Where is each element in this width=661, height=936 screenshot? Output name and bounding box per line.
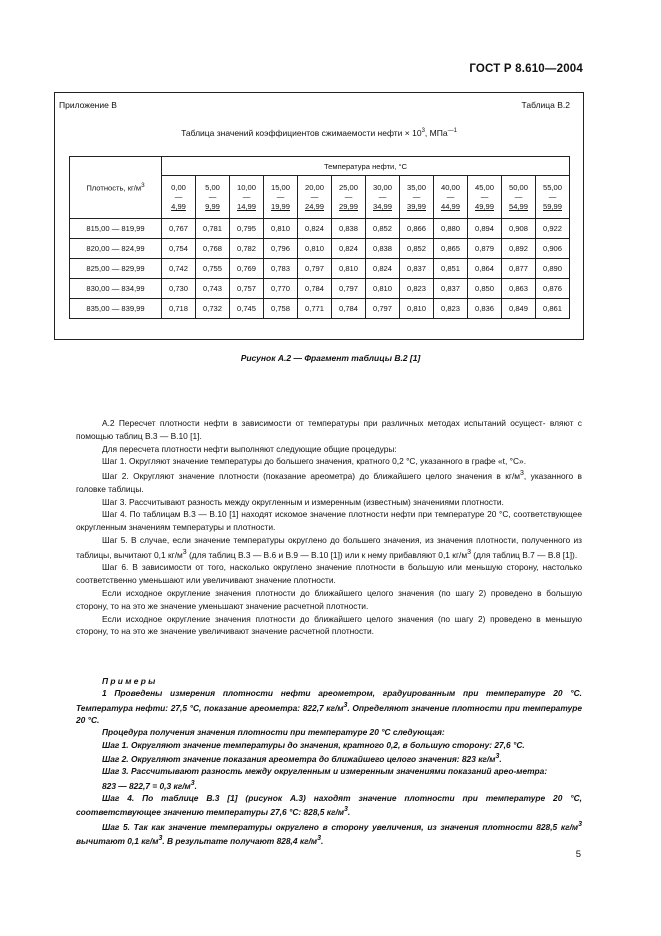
temperature-range-dash: — bbox=[480, 192, 489, 202]
temperature-range-cell bbox=[162, 176, 196, 219]
coefficient-cell: 0,771 bbox=[298, 299, 332, 319]
step-5-text-end: (для таблиц В.7 — В.8 [1]). bbox=[470, 549, 578, 560]
temperature-range-from: 20,00 bbox=[304, 182, 324, 192]
coefficient-cell: 0,797 bbox=[298, 259, 332, 279]
table-title-unit: , МПа bbox=[424, 128, 448, 138]
table-row bbox=[70, 239, 570, 259]
coefficient-cell: 0,877 bbox=[502, 259, 536, 279]
temperature-range-to: 29,99 bbox=[338, 201, 358, 211]
main-text bbox=[76, 417, 582, 638]
example-step-4-sup: 3 bbox=[344, 806, 348, 814]
temperature-range-to: 14,99 bbox=[236, 201, 256, 211]
temperature-range-dash: — bbox=[514, 192, 523, 202]
temperature-range-from: 10,00 bbox=[236, 182, 256, 192]
temperature-range-from: 40,00 bbox=[440, 182, 460, 192]
example-calc-end: . bbox=[194, 780, 197, 791]
coefficient-cell: 0,730 bbox=[162, 279, 196, 299]
coefficient-cell: 0,892 bbox=[502, 239, 536, 259]
step-2 bbox=[76, 468, 582, 495]
coefficient-cell: 0,906 bbox=[536, 239, 570, 259]
coefficient-cell: 0,879 bbox=[468, 239, 502, 259]
example-step-4-end: . bbox=[347, 807, 351, 818]
figure-frame bbox=[54, 92, 584, 340]
step-2-sup: 3 bbox=[520, 470, 524, 478]
temperature-range-cell bbox=[264, 176, 298, 219]
temperature-range-to: 44,99 bbox=[440, 201, 460, 211]
temperature-range-dash: — bbox=[276, 192, 285, 202]
coefficient-cell: 0,810 bbox=[264, 219, 298, 239]
step-3: Шаг 3. Рассчитывают разность между округленным и измеренным (известным) значениями плотности. bbox=[102, 496, 504, 507]
coefficient-cell: 0,784 bbox=[332, 299, 366, 319]
temperature-range-dash: — bbox=[412, 192, 421, 202]
temperature-range-dash: — bbox=[446, 192, 455, 202]
example-step-2-end: . bbox=[499, 754, 502, 765]
paragraph-a2-line2: вляют с помощью таблиц В.3 — В.10 [1]. bbox=[76, 418, 582, 441]
temperature-range-to: 4,99 bbox=[171, 201, 186, 211]
step-5-text-mid: (для таблиц В.3 — В.6 и В.9 — В.10 [1]) или к нему прибавляют 0,1 кг/м bbox=[186, 549, 468, 560]
example-1 bbox=[76, 687, 582, 726]
coefficient-cell: 0,742 bbox=[162, 259, 196, 279]
temperature-range-dash: — bbox=[174, 192, 183, 202]
coefficient-cell: 0,745 bbox=[230, 299, 264, 319]
example-step-4 bbox=[76, 792, 582, 819]
temperature-range-from: 5,00 bbox=[205, 182, 220, 192]
example-step-5-sup1: 3 bbox=[578, 820, 582, 828]
table-title-text: Таблица значений коэффициентов сжимаемости нефти × 10 bbox=[181, 128, 422, 138]
example-step-5-end: . bbox=[321, 835, 324, 846]
step-5-sup2: 3 bbox=[467, 548, 471, 556]
coefficient-cell: 0,852 bbox=[366, 219, 400, 239]
step-5-text: Шаг 5. В случае, если значение температуры округлено до большего значения, из значения плотности, полученного из таблицы, вычитают 0,1 кг/м bbox=[76, 534, 582, 560]
coefficient-cell: 0,865 bbox=[434, 239, 468, 259]
coefficient-cell: 0,824 bbox=[332, 239, 366, 259]
example-step-3: Шаг 3. Рассчитывают разность между округленным и измеренным значениями показаний арео-метра: bbox=[102, 766, 548, 777]
step-5 bbox=[76, 534, 582, 561]
paragraph-if-larger: Если исходное округление значения плотности до ближайшего целого значения (по шагу 2) проведено в большую сторону, то на это же значение уменьшают значение расчетной плотности. bbox=[76, 587, 582, 611]
coefficient-cell: 0,755 bbox=[196, 259, 230, 279]
coefficient-cell: 0,757 bbox=[230, 279, 264, 299]
density-range-cell: 825,00 — 829,99 bbox=[70, 259, 162, 279]
paragraph-a2-line1: А.2 Пересчет плотности нефти в зависимости от температуры при различных методах испытаний осущест- bbox=[102, 418, 546, 428]
coefficient-cell: 0,810 bbox=[298, 239, 332, 259]
step-1: Шаг 1. Округляют значение температуры до большего значения, кратного 0,2 °С, указанного в графе «t, °С». bbox=[102, 456, 527, 467]
coefficient-cell: 0,852 bbox=[400, 239, 434, 259]
temperature-range-cell bbox=[366, 176, 400, 219]
paragraph-procedures: Для пересчета плотности нефти выполняют следующие общие процедуры: bbox=[102, 443, 397, 454]
example-step-2-sup: 3 bbox=[495, 753, 500, 761]
temperature-range-cell bbox=[230, 176, 264, 219]
coefficient-cell: 0,890 bbox=[536, 259, 570, 279]
coefficient-cell: 0,876 bbox=[536, 279, 570, 299]
coefficient-cell: 0,861 bbox=[536, 299, 570, 319]
temperature-range-from: 30,00 bbox=[372, 182, 392, 192]
coefficient-cell: 0,810 bbox=[332, 259, 366, 279]
examples-block bbox=[76, 675, 582, 847]
coefficient-cell: 0,864 bbox=[468, 259, 502, 279]
temperature-range-from: 55,00 bbox=[542, 182, 562, 192]
example-step-2 bbox=[76, 751, 582, 765]
compressibility-table bbox=[69, 156, 570, 319]
coefficient-cell: 0,837 bbox=[400, 259, 434, 279]
example-1-sup: 3 bbox=[343, 701, 348, 709]
table-row bbox=[70, 279, 570, 299]
temperature-range-from: 35,00 bbox=[406, 182, 426, 192]
example-step-5-sup3: 3 bbox=[317, 834, 321, 842]
coefficient-cell: 0,849 bbox=[502, 299, 536, 319]
temperature-range-from: 0,00 bbox=[171, 182, 186, 192]
temperature-range-cell bbox=[468, 176, 502, 219]
step-4: Шаг 4. По таблицам В.3 — В.10 [1] находят искомое значение плотности нефти при температуре 20 °С, соответствующее округленным значениям температуры и плотности. bbox=[76, 509, 582, 533]
page-number: 5 bbox=[575, 849, 581, 860]
temperature-range-dash: — bbox=[242, 192, 251, 202]
table-title-unit-sup: —1 bbox=[447, 128, 457, 135]
coefficient-cell: 0,922 bbox=[536, 219, 570, 239]
temperature-range-cell bbox=[332, 176, 366, 219]
coefficient-cell: 0,770 bbox=[264, 279, 298, 299]
coefficient-cell: 0,836 bbox=[468, 299, 502, 319]
temperature-range-dash: — bbox=[378, 192, 387, 202]
coefficient-cell: 0,784 bbox=[298, 279, 332, 299]
table-row bbox=[70, 299, 570, 319]
coefficient-cell: 0,908 bbox=[502, 219, 536, 239]
temperature-range-to: 34,99 bbox=[372, 201, 392, 211]
coefficient-cell: 0,796 bbox=[264, 239, 298, 259]
temperature-range-to: 9,99 bbox=[205, 201, 220, 211]
coefficient-cell: 0,754 bbox=[162, 239, 196, 259]
coefficient-cell: 0,838 bbox=[366, 239, 400, 259]
coefficient-cell: 0,781 bbox=[196, 219, 230, 239]
paragraph-a2 bbox=[76, 417, 582, 443]
table-title bbox=[55, 128, 583, 138]
example-step-5-mid2: . В результате получают 828,4 кг/м bbox=[162, 835, 318, 846]
temperature-range-from: 15,00 bbox=[270, 182, 290, 192]
temperature-range-cell bbox=[536, 176, 570, 219]
table-title-sup: 3 bbox=[421, 128, 425, 135]
temperature-range-to: 59,99 bbox=[542, 201, 562, 211]
coefficient-cell: 0,837 bbox=[434, 279, 468, 299]
temperature-range-to: 54,99 bbox=[508, 201, 528, 211]
coefficient-cell: 0,767 bbox=[162, 219, 196, 239]
example-step-4-text: Шаг 4. По таблице В.3 [1] (рисунок А.3) находят значение плотности при температуре 20 °С, соответствующее значению температуры 27,6 °С: 828,5 кг/м bbox=[76, 793, 582, 818]
temperature-range-from: 50,00 bbox=[508, 182, 528, 192]
temperature-range-cell bbox=[298, 176, 332, 219]
temperature-range-dash: — bbox=[208, 192, 217, 202]
density-header-sup: 3 bbox=[141, 182, 145, 190]
example-procedure: Процедура получения значения плотности при температуре 20 °С следующая: bbox=[102, 727, 445, 738]
step-5-sup1: 3 bbox=[182, 548, 187, 556]
coefficient-cell: 0,743 bbox=[196, 279, 230, 299]
standard-code: ГОСТ Р 8.610—2004 bbox=[469, 63, 583, 75]
step-2-text-end: , указанного в головке таблицы. bbox=[76, 470, 582, 494]
coefficient-cell: 0,732 bbox=[196, 299, 230, 319]
coefficient-cell: 0,838 bbox=[332, 219, 366, 239]
temperature-range-dash: — bbox=[548, 192, 557, 202]
coefficient-cell: 0,782 bbox=[230, 239, 264, 259]
example-calc-text: 823 — 822,7 = 0,3 кг/м bbox=[102, 780, 191, 791]
coefficient-cell: 0,797 bbox=[332, 279, 366, 299]
example-step-2-text: Шаг 2. Округляют значение показания ареометра до ближайшего целого значения: 823 кг/м bbox=[102, 754, 496, 765]
example-step-5-text: Шаг 5. Так как значение температуры округлено в сторону увеличения, из значения плотности 828,5 кг/м bbox=[102, 821, 579, 832]
example-step-5-mid: вычитают 0,1 кг/м bbox=[76, 835, 159, 846]
coefficient-cell: 0,824 bbox=[298, 219, 332, 239]
density-range-cell: 815,00 — 819,99 bbox=[70, 219, 162, 239]
coefficient-cell: 0,823 bbox=[434, 299, 468, 319]
example-step-5-sup2: 3 bbox=[158, 834, 163, 842]
figure-caption: Рисунок А.2 — Фрагмент таблицы В.2 [1] bbox=[240, 353, 421, 363]
temperature-range-cell bbox=[434, 176, 468, 219]
coefficient-cell: 0,863 bbox=[502, 279, 536, 299]
temperature-range-dash: — bbox=[344, 192, 353, 202]
coefficient-cell: 0,797 bbox=[366, 299, 400, 319]
density-range-cell: 820,00 — 824,99 bbox=[70, 239, 162, 259]
density-header bbox=[70, 157, 162, 219]
coefficient-cell: 0,850 bbox=[468, 279, 502, 299]
example-step-5 bbox=[76, 819, 582, 847]
example-calc bbox=[76, 778, 582, 792]
coefficient-cell: 0,824 bbox=[366, 259, 400, 279]
temperature-range-from: 45,00 bbox=[474, 182, 494, 192]
table-row bbox=[70, 259, 570, 279]
coefficient-cell: 0,866 bbox=[400, 219, 434, 239]
appendix-label: Приложение В bbox=[59, 100, 117, 110]
example-1-text-end: . Определяют значение плотности при температуре 20 °С. bbox=[76, 702, 583, 726]
table-row bbox=[70, 219, 570, 239]
temperature-range-dash: — bbox=[310, 192, 319, 202]
coefficient-cell: 0,758 bbox=[264, 299, 298, 319]
example-1-text: 1 Проведены измерения плотности нефти ареометром, градуированным при температуре 20 °С. Температура нефти: 27,5 °С, показание ареометра: 822,7 кг/м bbox=[76, 688, 582, 713]
coefficient-cell: 0,795 bbox=[230, 219, 264, 239]
density-range-cell: 830,00 — 834,99 bbox=[70, 279, 162, 299]
example-calc-sup: 3 bbox=[190, 779, 195, 787]
coefficient-cell: 0,810 bbox=[366, 279, 400, 299]
coefficient-cell: 0,880 bbox=[434, 219, 468, 239]
coefficient-cell: 0,768 bbox=[196, 239, 230, 259]
example-step-1: Шаг 1. Округляют значение температуры до значения, кратного 0,2, в большую сторону: 27,6 °С. bbox=[102, 739, 525, 750]
temperature-range-to: 19,99 bbox=[270, 201, 290, 211]
temperature-range-from: 25,00 bbox=[338, 182, 358, 192]
coefficient-cell: 0,769 bbox=[230, 259, 264, 279]
paragraph-if-smaller: Если исходное округление значения плотности до ближайшего целого значения (по шагу 2) проведено в меньшую сторону, то на это же значение увеличивают значение расчетной плотности. bbox=[76, 613, 582, 637]
temperature-range-cell bbox=[502, 176, 536, 219]
temperature-range-cell bbox=[196, 176, 230, 219]
density-range-cell: 835,00 — 839,99 bbox=[70, 299, 162, 319]
coefficient-cell: 0,823 bbox=[400, 279, 434, 299]
temperature-range-to: 24,99 bbox=[304, 201, 324, 211]
temperature-range-cell bbox=[400, 176, 434, 219]
density-header-text: Плотность, кг/м bbox=[86, 183, 142, 193]
coefficient-cell: 0,718 bbox=[162, 299, 196, 319]
coefficient-cell: 0,783 bbox=[264, 259, 298, 279]
coefficient-cell: 0,810 bbox=[400, 299, 434, 319]
coefficient-cell: 0,894 bbox=[468, 219, 502, 239]
examples-heading: П р и м е р ы bbox=[102, 676, 156, 686]
step-2-text: Шаг 2. Округляют значение плотности (показание ареометра) до ближайшего целого значения в кг/м bbox=[102, 470, 521, 481]
temperature-range-to: 39,99 bbox=[406, 201, 426, 211]
temperature-header: Температура нефти, °С bbox=[162, 157, 570, 176]
temperature-range-to: 49,99 bbox=[474, 201, 494, 211]
coefficient-cell: 0,851 bbox=[434, 259, 468, 279]
step-6: Шаг 6. В зависимости от того, насколько округлено значение плотности в большую или меньшую сторону, настолько соответственно уменьшают или увеличивают значение плотности. bbox=[76, 562, 582, 586]
table-reference: Таблица В.2 bbox=[521, 100, 570, 110]
